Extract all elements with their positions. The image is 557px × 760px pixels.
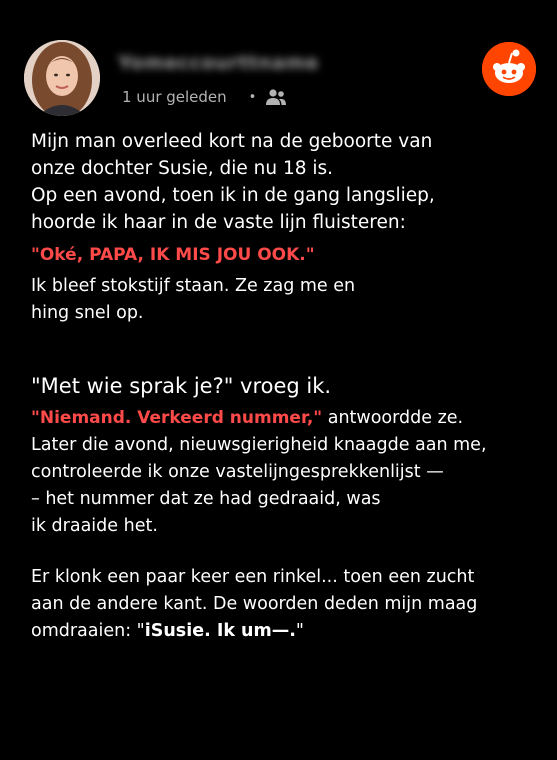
body-line: hoorde ik haar in de vaste lijn fluisteren:: [31, 212, 406, 233]
post-meta: [122, 88, 288, 106]
body-line: Ik bleef stokstijf staan. Ze zag me en: [31, 276, 356, 296]
post-body: [31, 128, 546, 645]
body-text: ": [295, 621, 304, 641]
meta-separator: •: [248, 89, 257, 105]
body-line: [31, 618, 546, 645]
username[interactable]: Yomeccourttname: [118, 52, 319, 74]
body-line: Op een avond, toen ik in de gang langsliep,: [31, 185, 435, 206]
reply-rest: antwoordde ze.: [322, 408, 464, 428]
body-line: controleerde ik onze vastelijngesprekkenlijst —: [31, 462, 444, 482]
body-line: ik draaide het.: [31, 516, 158, 536]
body-line: Er klonk een paar keer een rinkel... toen een zucht: [31, 567, 475, 587]
body-line: Mijn man overleed kort na de geboorte van: [31, 131, 433, 152]
reply-line: [31, 405, 546, 432]
body-line: – het nummer dat ze had gedraaid, was: [31, 489, 381, 509]
timestamp: 1 uur geleden: [122, 88, 227, 106]
bold-quote: iSusie. Ik um—.: [144, 621, 296, 641]
avatar[interactable]: [24, 40, 100, 116]
body-line: hing snel op.: [31, 303, 144, 323]
avatar-portrait-icon: [24, 40, 100, 116]
quote-highlight: "Oké, PAPA, IK MIS JOU OOK.": [31, 245, 315, 265]
reddit-alien-icon: [482, 42, 536, 96]
body-text: omdraaien: ": [31, 621, 145, 641]
body-line: Later die avond, nieuwsgierigheid knaagde aan me,: [31, 435, 487, 455]
post-header: [24, 40, 539, 116]
question-line: "Met wie sprak je?" vroeg ik.: [31, 374, 332, 398]
reddit-logo[interactable]: [482, 42, 536, 96]
body-line: aan de andere kant. De woorden deden mijn maag: [31, 594, 478, 614]
quote-highlight: "Niemand. Verkeerd nummer,": [31, 408, 323, 428]
people-icon: [264, 88, 288, 106]
body-line: onze dochter Susie, die nu 18 is.: [31, 158, 334, 179]
